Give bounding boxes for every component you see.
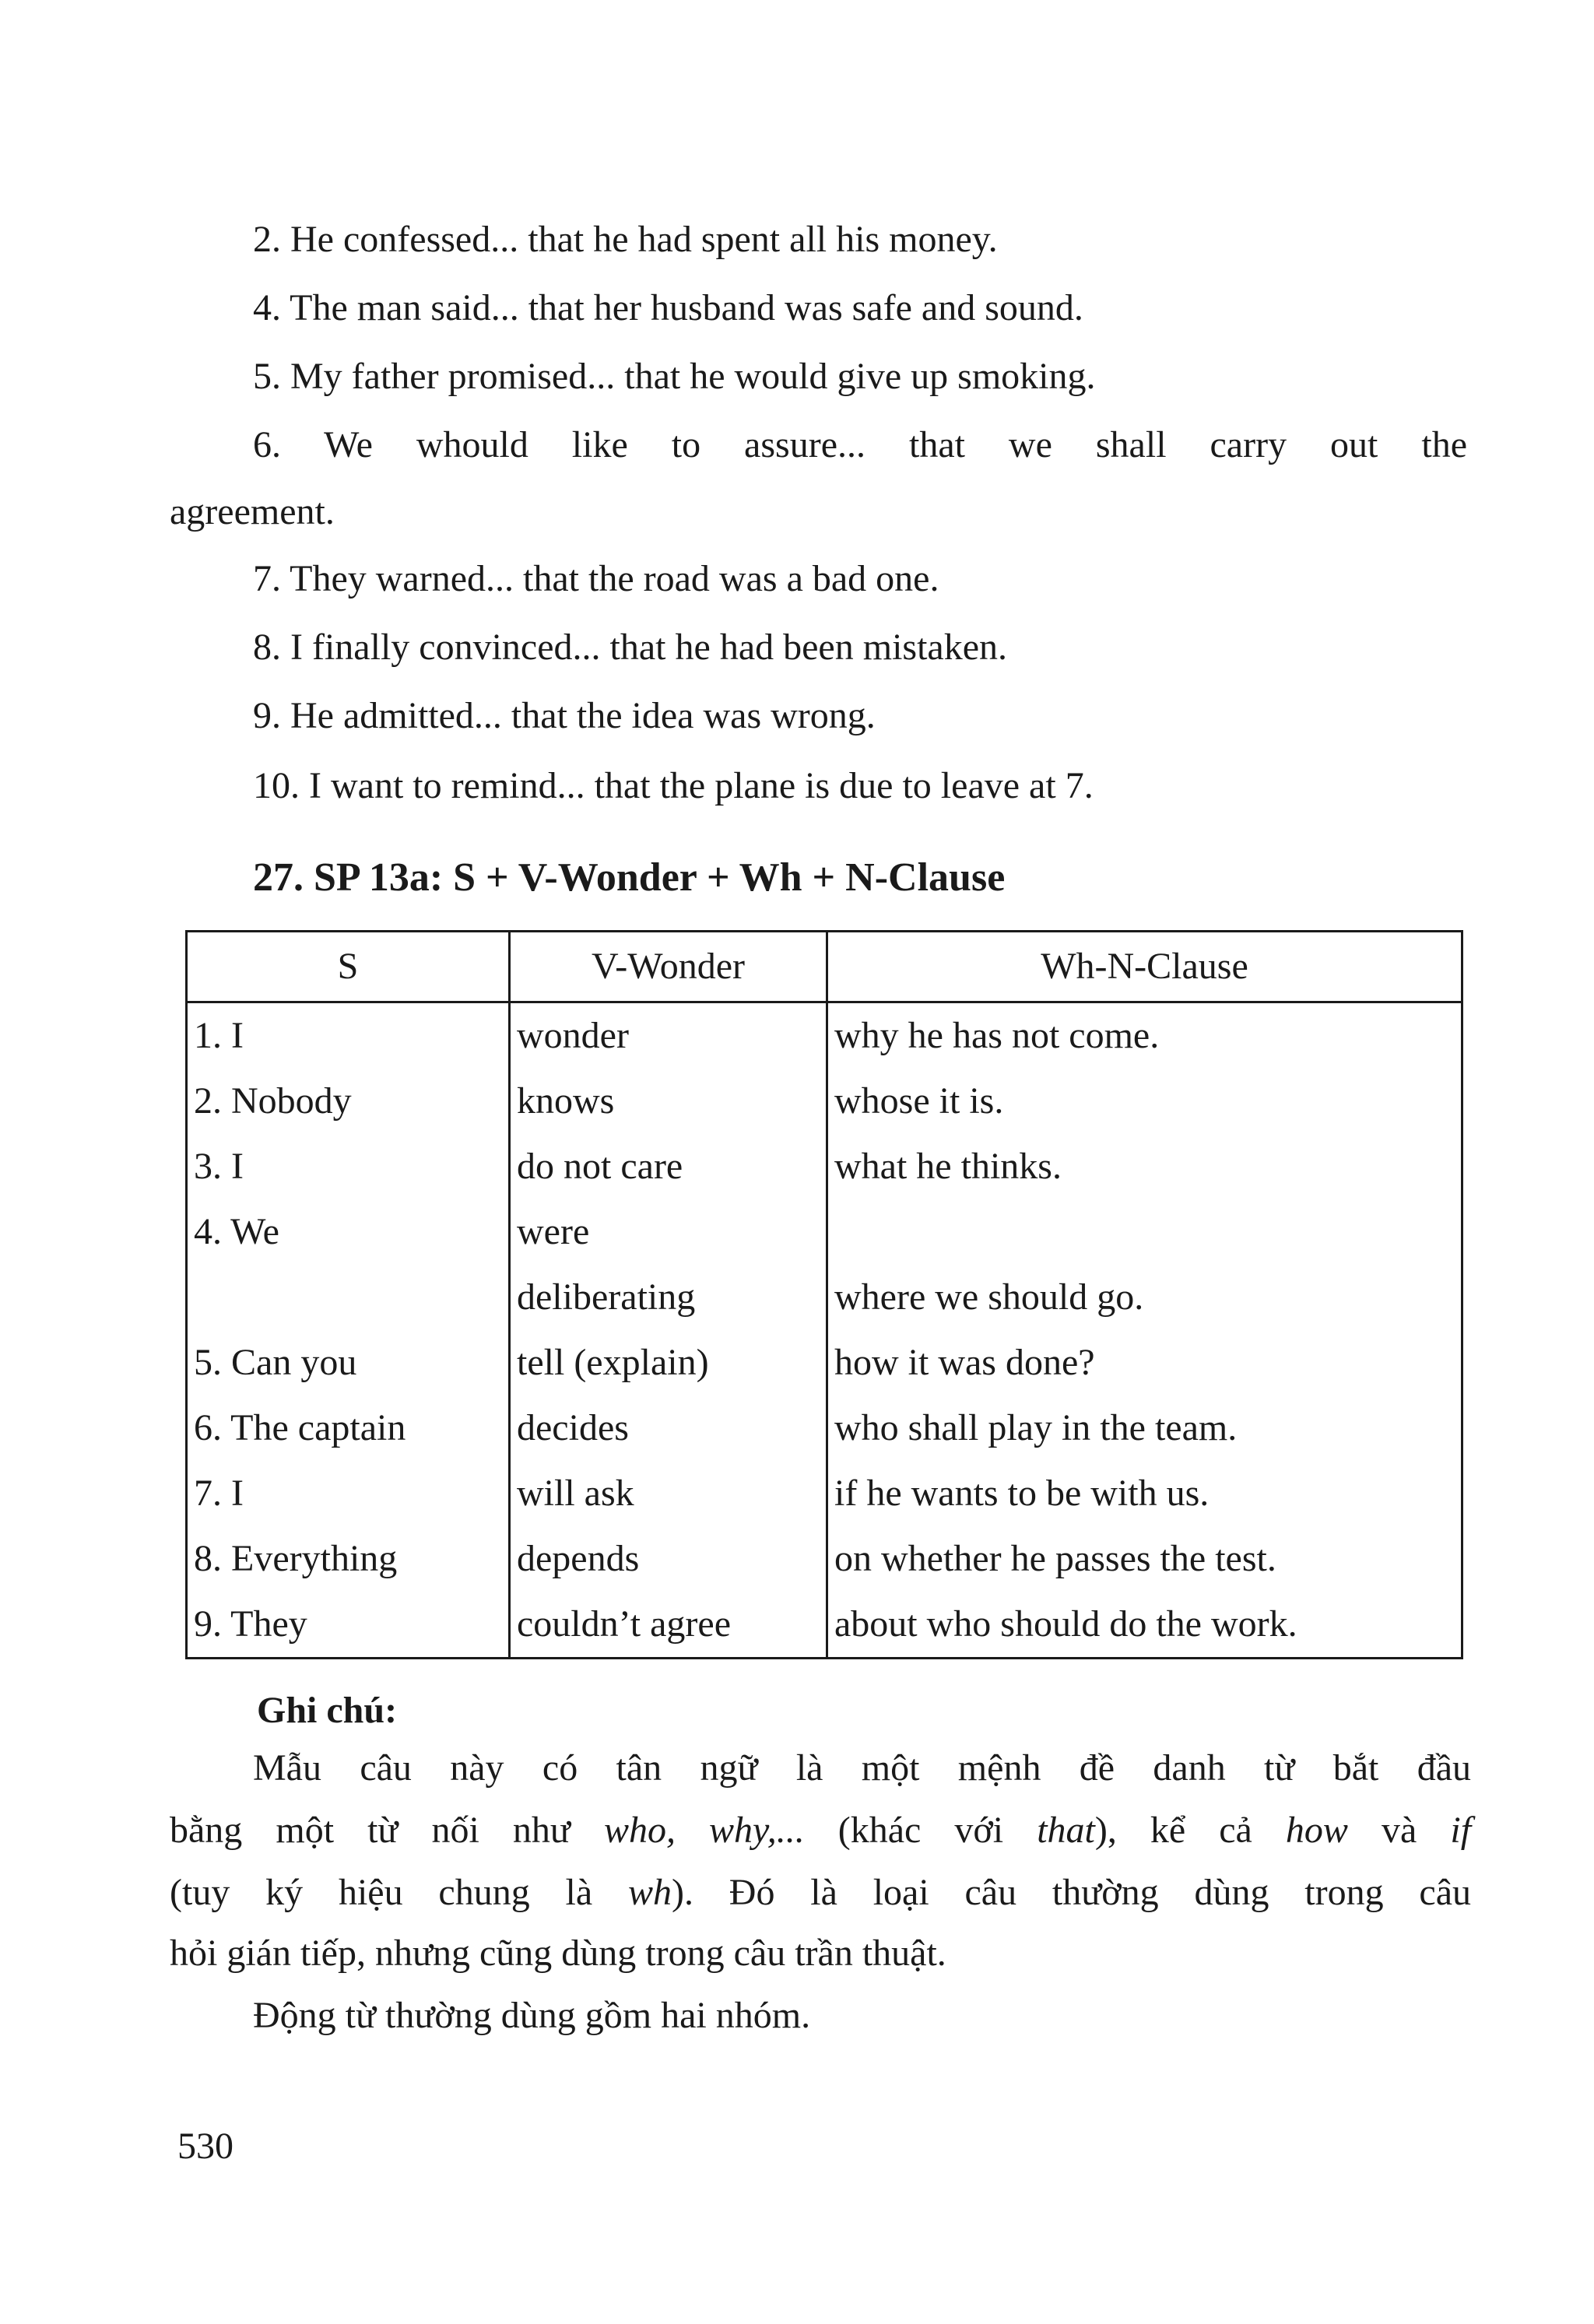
- table-row: [187, 1069, 1462, 1134]
- table-header-row: [187, 932, 1462, 1002]
- cell-clause: how it was done?: [827, 1330, 1462, 1395]
- cell-subject: 9. They: [187, 1592, 510, 1659]
- header-s: S: [187, 932, 510, 1002]
- header-wh-n-clause: Wh-N-Clause: [827, 932, 1462, 1002]
- note-paragraph-line-3: (tuy ký hiệu chung là wh). Đó là loại câu thường dùng trong câu: [170, 1872, 1472, 1913]
- header-v-wonder: V-Wonder: [510, 932, 827, 1002]
- cell-clause: who shall play in the team.: [827, 1395, 1462, 1461]
- exercise-line-2: 2. He confessed... that he had spent all his money.: [253, 219, 998, 260]
- cell-clause: where we should go.: [827, 1265, 1462, 1330]
- cell-verb: do not care: [510, 1134, 827, 1199]
- cell-clause: what he thinks.: [827, 1134, 1462, 1199]
- cell-clause: [827, 1199, 1462, 1265]
- exercise-line-5: 5. My father promised... that he would give up smoking.: [253, 356, 1096, 397]
- cell-subject: 1. I: [187, 1002, 510, 1069]
- note-title: Ghi chú:: [257, 1690, 398, 1731]
- note-paragraph-line-4: hỏi gián tiếp, nhưng cũng dùng trong câu trần thuật.: [170, 1933, 946, 1974]
- cell-subject: 5. Can you: [187, 1330, 510, 1395]
- pattern-table: [185, 930, 1463, 1659]
- cell-verb: decides: [510, 1395, 827, 1461]
- cell-subject: 7. I: [187, 1461, 510, 1526]
- cell-subject: 2. Nobody: [187, 1069, 510, 1134]
- cell-clause: why he has not come.: [827, 1002, 1462, 1069]
- cell-verb: were: [510, 1199, 827, 1265]
- exercise-line-6: 6. We whould like to assure... that we shall carry out the: [253, 424, 1467, 465]
- exercise-line-4: 4. The man said... that her husband was safe and sound.: [253, 287, 1083, 328]
- cell-subject: 3. I: [187, 1134, 510, 1199]
- table-row: [187, 1395, 1462, 1461]
- section-heading: 27. SP 13a: S + V-Wonder + Wh + N-Clause: [253, 855, 1006, 900]
- table-row: [187, 1330, 1462, 1395]
- cell-clause: on whether he passes the test.: [827, 1526, 1462, 1592]
- table-row: [187, 1002, 1462, 1069]
- table-row: [187, 1199, 1462, 1265]
- note-paragraph-2: Động từ thường dùng gồm hai nhóm.: [253, 1995, 811, 2036]
- cell-clause: whose it is.: [827, 1069, 1462, 1134]
- exercise-line-7: 7. They warned... that the road was a bad one.: [253, 558, 939, 599]
- table-row: [187, 1592, 1462, 1659]
- cell-clause: about who should do the work.: [827, 1592, 1462, 1659]
- note-paragraph-line-2: bằng một từ nối như who, why,... (khác với that), kể cả how và if: [170, 1810, 1472, 1851]
- note-paragraph-line-1: Mẫu câu này có tân ngữ là một mệnh đề danh từ bắt đầu: [253, 1747, 1471, 1789]
- table-row: [187, 1265, 1462, 1330]
- cell-subject: 6. The captain: [187, 1395, 510, 1461]
- cell-verb: depends: [510, 1526, 827, 1592]
- exercise-line-8: 8. I finally convinced... that he had been mistaken.: [253, 627, 1008, 668]
- table-row: [187, 1134, 1462, 1199]
- cell-subject: 8. Everything: [187, 1526, 510, 1592]
- cell-verb: will ask: [510, 1461, 827, 1526]
- cell-subject: 4. We: [187, 1199, 510, 1265]
- cell-verb: wonder: [510, 1002, 827, 1069]
- table-row: [187, 1526, 1462, 1592]
- page-number: 530: [177, 2126, 233, 2167]
- cell-verb: tell (explain): [510, 1330, 827, 1395]
- cell-clause: if he wants to be with us.: [827, 1461, 1462, 1526]
- exercise-line-6-continued: agreement.: [170, 491, 335, 532]
- exercise-line-9: 9. He admitted... that the idea was wrong.: [253, 695, 876, 736]
- cell-subject: [187, 1265, 510, 1330]
- cell-verb: couldn’t agree: [510, 1592, 827, 1659]
- exercise-line-10: 10. I want to remind... that the plane is due to leave at 7.: [253, 765, 1094, 806]
- table-row: [187, 1461, 1462, 1526]
- cell-verb: deliberating: [510, 1265, 827, 1330]
- cell-verb: knows: [510, 1069, 827, 1134]
